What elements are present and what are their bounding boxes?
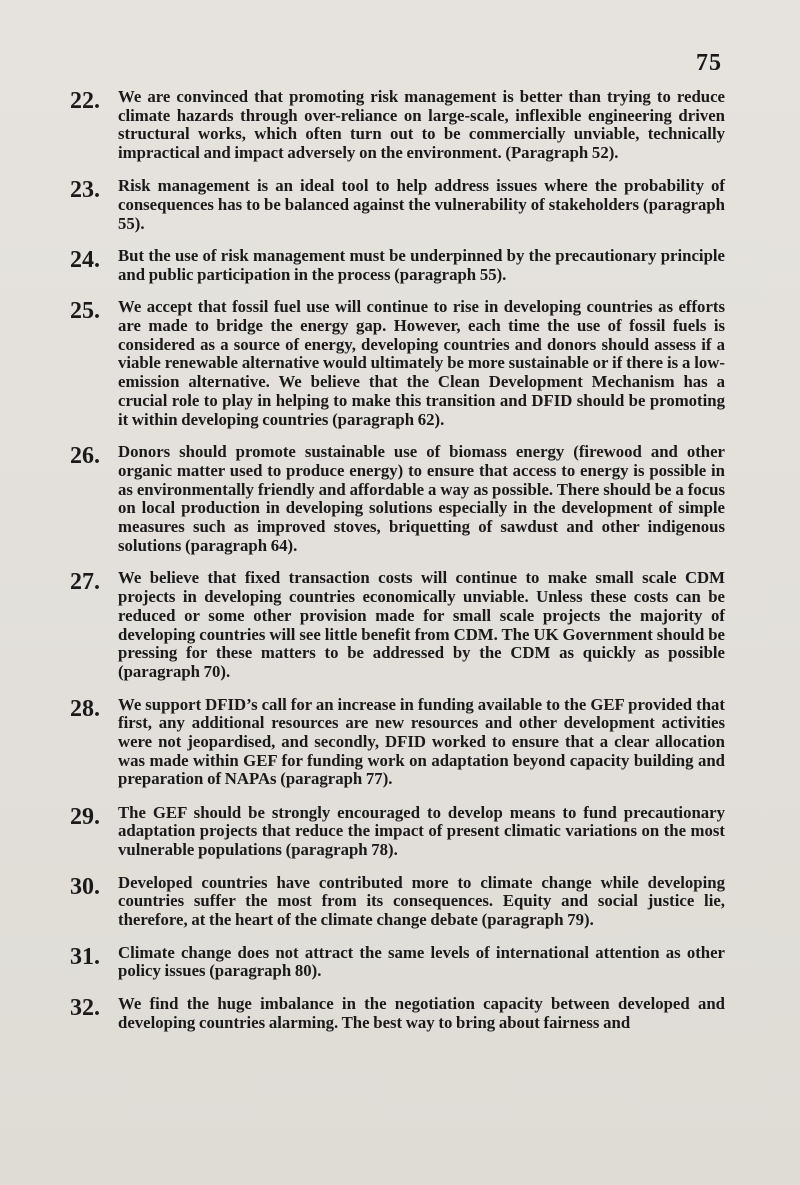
page-number: 75 (696, 50, 722, 76)
paragraph-number: 27. (70, 569, 100, 596)
paragraph-text: We support DFID’s call for an increase in funding available to the GEF provided that first, any additional resources are new resources and other development activities were not jeopardised, and secondly, DFID worked to ensure that a clear allocation was made within GEF for funding work on adaptation beyond capacity building and preparation of NAPAs (paragraph 77). (118, 694, 725, 789)
paragraph-text: Climate change does not attract the same levels of international attention as other policy issues (paragraph 80). (118, 942, 725, 981)
paragraph-number: 24. (70, 247, 100, 274)
paragraph-text: Risk management is an ideal tool to help address issues where the probability of consequences has to be balanced against the vulnerability of stakeholders (paragraph 55). (118, 176, 725, 233)
paragraph-number: 32. (70, 994, 100, 1021)
paragraph-text: We find the huge imbalance in the negotiation capacity between developed and developing countries alarming. The best way to bring about fairness and (118, 993, 725, 1032)
paragraph-number: 31. (70, 943, 100, 970)
paragraph-text: We believe that fixed transaction costs will continue to make small scale CDM projects in developing countries economically unviable. Unless these costs can be reduced or some other provision made for small scale projects the majority of developing countries will see little benefit from CDM. The UK Government should be pressing for these matters to be addressed by the CDM as quickly as possible (paragraph 70). (118, 568, 725, 682)
paragraph-text: But the use of risk management must be underpinned by the precautionary principle and public participation in the process (paragraph 55). (118, 246, 725, 284)
paragraph-number: 23. (70, 177, 100, 204)
paragraph-number: 29. (70, 803, 100, 830)
paragraph-number: 25. (70, 298, 100, 325)
paragraph-text: We are convinced that promoting risk management is better than trying to reduce climate hazards through over-reliance on large-scale, inflexible engineering driven structural works, which often turn out to be commercially unviable, technically impractical and impact adversely on the environment. (Paragraph 52). (118, 87, 725, 163)
paragraph-number: 22. (70, 88, 100, 114)
paragraph-number: 26. (70, 443, 100, 470)
paragraph-text: Donors should promote sustainable use of biomass energy (firewood and other organic matter used to produce energy) to ensure that access to energy is possible in as environmentally friendly and affordable a way as possible. There should be a focus on local production in developing solutions especially in the development of simple measures such as improved stoves, briquetting of sawdust and other indigenous solutions (paragraph 64). (118, 442, 725, 555)
paragraph-text: We accept that fossil fuel use will continue to rise in developing countries as efforts are made to bridge the energy gap. However, each time the use of fossil fuels is considered as a source of energy, developing countries and donors should assess if a viable renewable alternative would ultimately be more sustainable or if there is a low-emission alternative. We believe that the Clean Development Mechanism has a crucial role to play in helping to make this transition and DFID should be promoting it within developing countries (paragraph 62). (118, 297, 725, 429)
paragraph-text: The GEF should be strongly encouraged to develop means to fund precautionary adaptation projects that reduce the impact of present climatic variations on the most vulnerable populations (paragraph 78). (118, 802, 725, 860)
paragraph-number: 28. (70, 695, 100, 722)
paragraph-number: 30. (70, 873, 100, 900)
paragraph-text: Developed countries have contributed more to climate change while developing countries suffer the most from its consequences. Equity and social justice lie, therefore, at the heart of the climate change debate (paragraph 79). (118, 872, 725, 930)
